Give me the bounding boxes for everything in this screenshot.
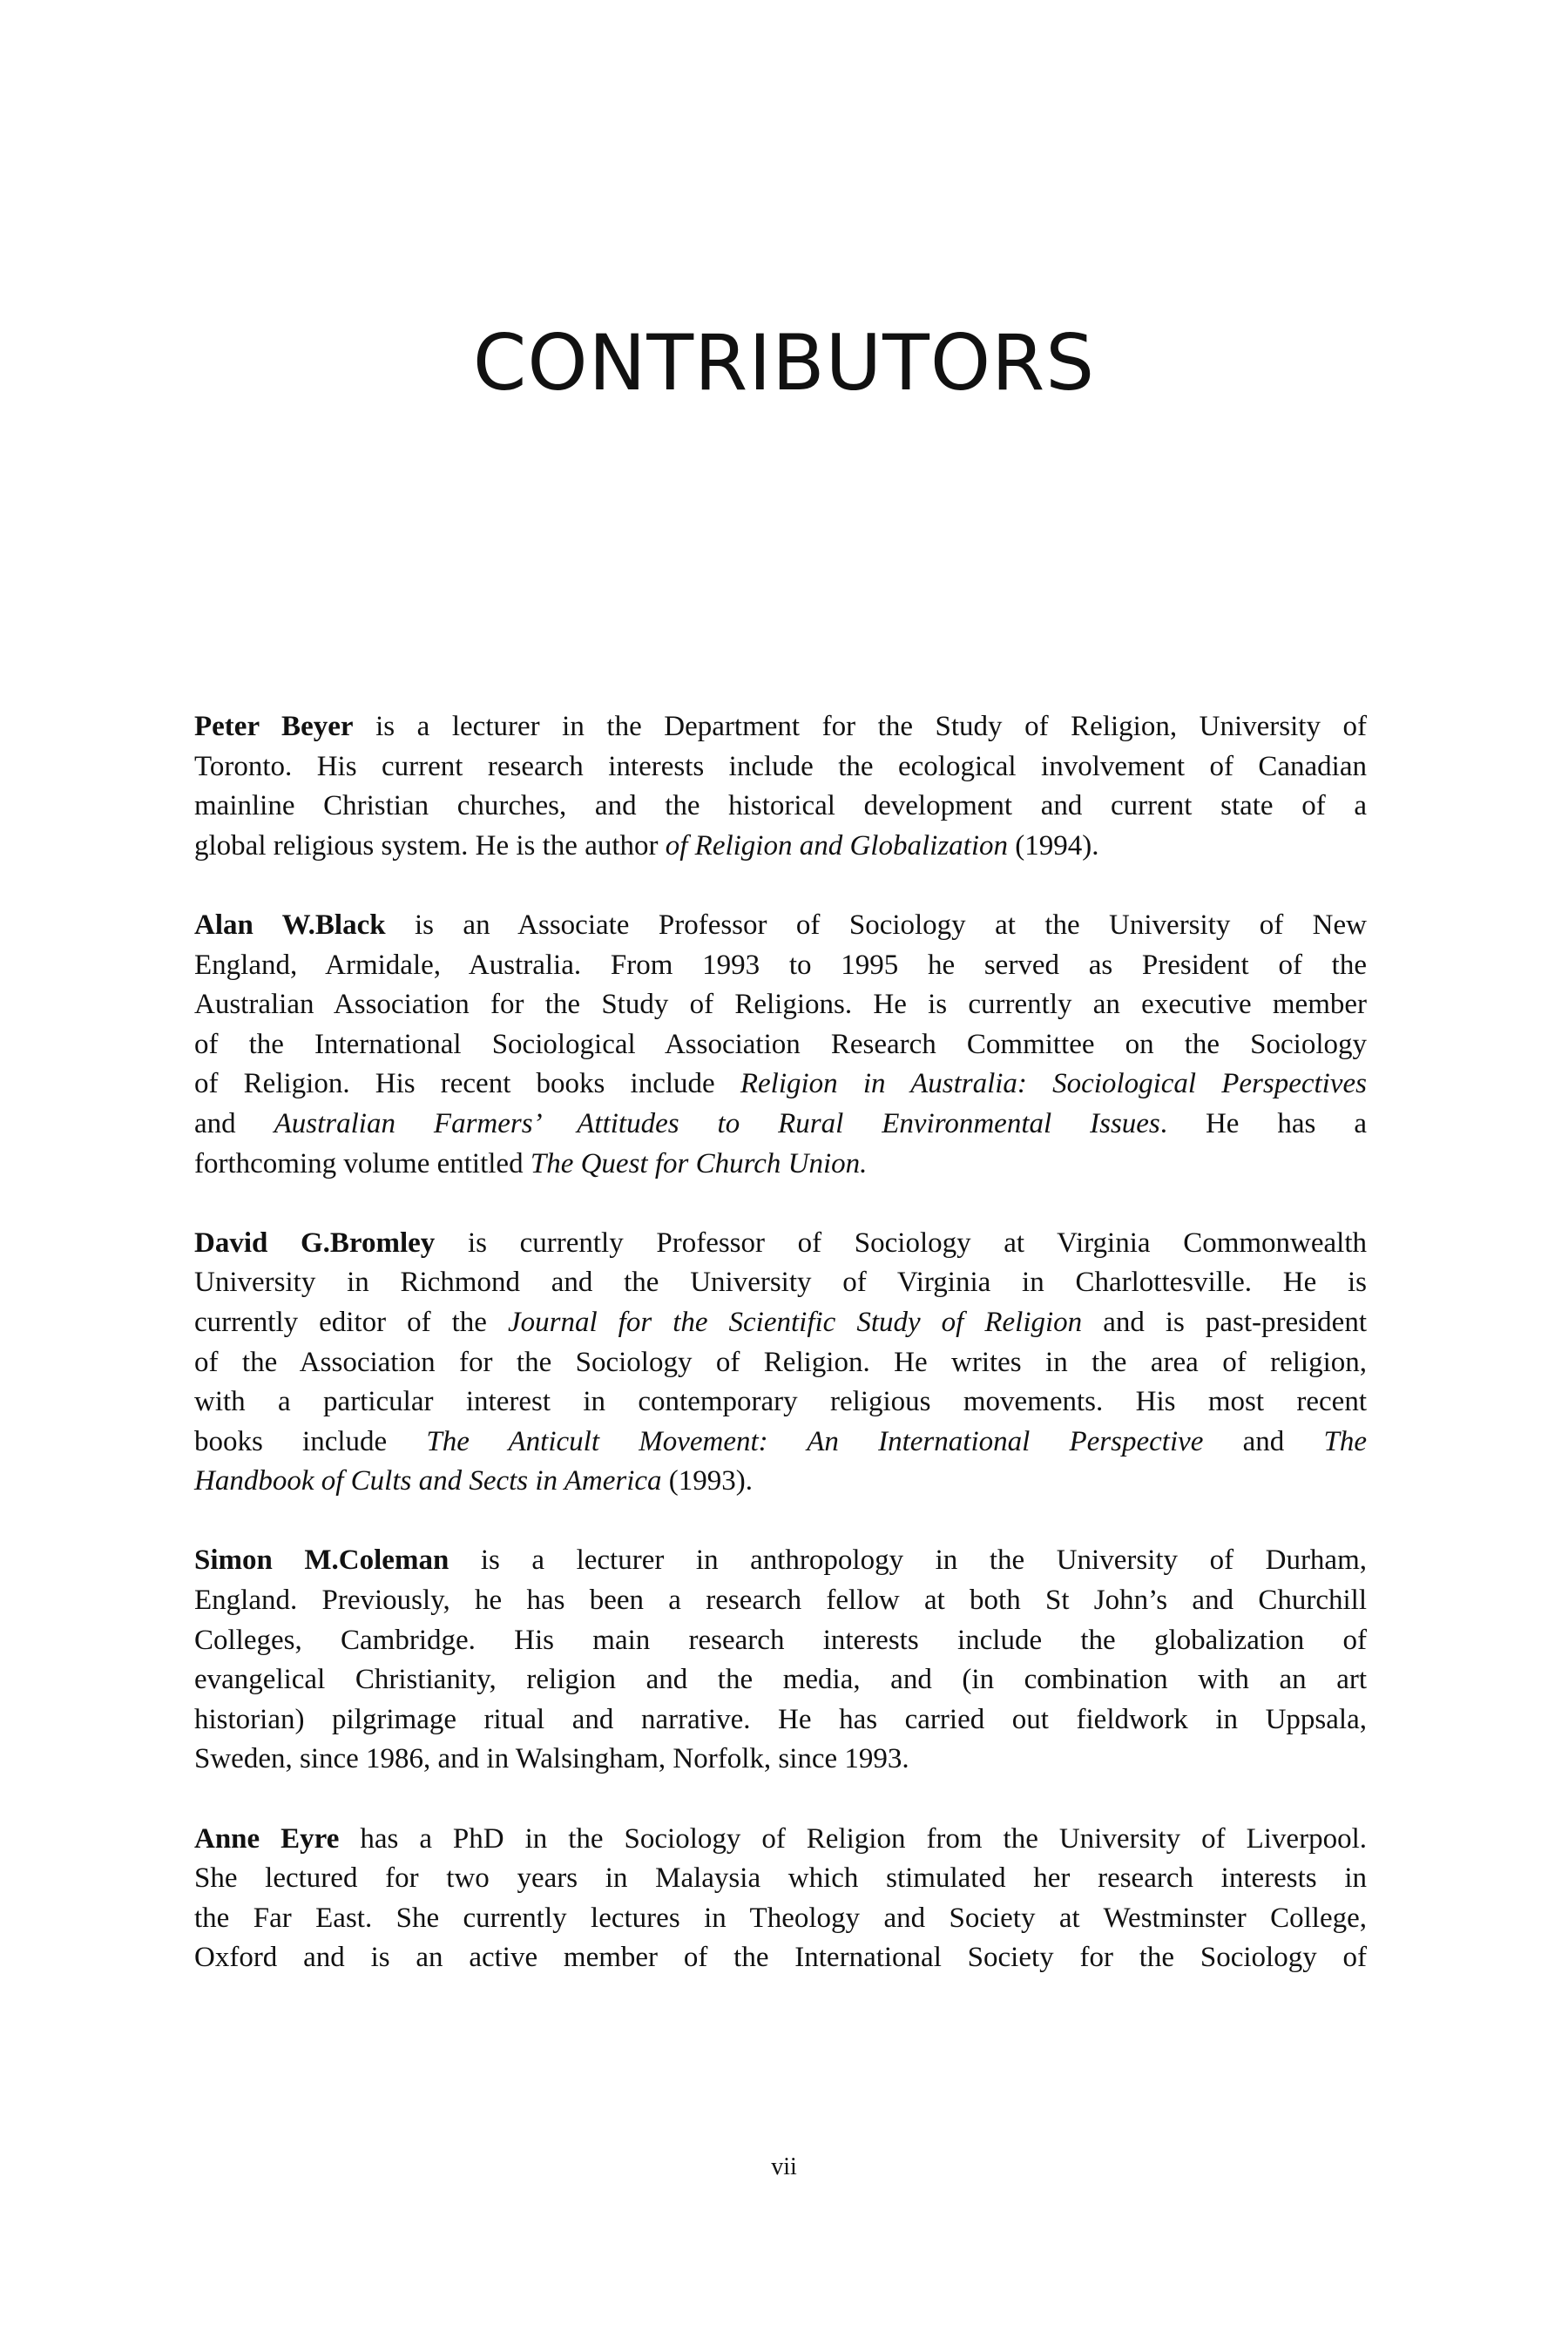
text-line (194, 1899, 1367, 1939)
contributor-entry (194, 1224, 1367, 1502)
text-line (194, 1303, 1367, 1343)
text-line (194, 1025, 1367, 1065)
text-segment: England, Armidale, Australia. From 1993 to 1995 he served as President of the (194, 949, 1367, 981)
contributor-name: Simon M.Coleman (194, 1544, 449, 1577)
book-title: The (1323, 1425, 1367, 1457)
text-line (194, 1740, 1367, 1780)
page-number: vii (771, 2153, 797, 2180)
text-segment: books include (194, 1425, 427, 1457)
text-segment: Colleges, Cambridge. His main research interests include the globalization of (194, 1624, 1367, 1656)
text-line (194, 1064, 1367, 1105)
text-line (194, 1423, 1367, 1463)
contributor-entry (194, 1820, 1367, 1978)
text-segment: forthcoming volume entitled (194, 1147, 531, 1179)
book-title: Handbook of Cults and Sects in America (194, 1465, 662, 1497)
text-line (194, 1541, 1367, 1581)
text-line (194, 1145, 1367, 1185)
text-line (194, 906, 1367, 946)
text-line (194, 1263, 1367, 1303)
text-segment: of the Association for the Sociology of Religion. He writes in the area of religion, (194, 1346, 1367, 1378)
text-segment: Australian Association for the Study of Religions. He is currently an executive member (194, 989, 1367, 1021)
book-title: of Religion and Globalization (665, 829, 1008, 862)
text-line (194, 1343, 1367, 1383)
text-segment: mainline Christian churches, and the historical development and current state of a (194, 790, 1367, 822)
text-line (194, 985, 1367, 1025)
text-line (194, 1700, 1367, 1740)
text-line (194, 1382, 1367, 1423)
text-segment: University in Richmond and the University of Virginia in Charlottesville. He is (194, 1267, 1367, 1299)
text-line (194, 1859, 1367, 1899)
text-segment: and (1203, 1425, 1324, 1457)
text-line (194, 747, 1367, 787)
contributor-entry (194, 906, 1367, 1184)
book-title: The Quest for Church Union. (530, 1147, 868, 1179)
book-title: Religion in Australia: Sociological Perspectives (740, 1068, 1367, 1100)
book-title: The Anticult Movement: An International Perspective (426, 1425, 1204, 1457)
text-segment: is a lecturer in anthropology in the University of Durham, (449, 1544, 1367, 1577)
text-segment: (1994). (1008, 829, 1099, 862)
text-segment: (1993). (661, 1465, 753, 1497)
contributors-list (194, 707, 1367, 2018)
text-segment: and (194, 1107, 274, 1139)
contributor-entry (194, 707, 1367, 866)
text-segment: of Religion. His recent books include (194, 1068, 740, 1100)
text-segment: evangelical Christianity, religion and the media, and (in combination with an art (194, 1664, 1367, 1696)
text-segment: and is past-president (1082, 1306, 1368, 1338)
text-line (194, 787, 1367, 827)
text-line (194, 827, 1367, 867)
text-segment: Sweden, since 1986, and in Walsingham, Norfolk, since 1993. (194, 1743, 909, 1775)
contributor-name: Alan W.Black (194, 909, 386, 941)
text-segment: currently editor of the (194, 1306, 508, 1338)
page-title: CONTRIBUTORS (472, 318, 1096, 408)
text-line (194, 1462, 1367, 1502)
text-segment: is currently Professor of Sociology at Virginia Commonwealth (435, 1227, 1368, 1259)
contributor-name: Anne Eyre (194, 1822, 340, 1855)
contributor-name: David G.Bromley (194, 1227, 436, 1259)
text-segment: Toronto. His current research interests include the ecological involvement of Canadian (194, 750, 1367, 782)
text-line (194, 1660, 1367, 1700)
text-line (194, 1224, 1367, 1264)
text-segment: is an Associate Professor of Sociology at the University of New (385, 909, 1367, 941)
text-line (194, 1621, 1367, 1661)
text-segment: England. Previously, he has been a research fellow at both St John’s and Churchill (194, 1585, 1367, 1617)
text-segment: has a PhD in the Sociology of Religion from the University of Liverpool. (339, 1822, 1367, 1855)
text-line (194, 1820, 1367, 1860)
text-segment: of the International Sociological Association Research Committee on the Sociology (194, 1028, 1367, 1060)
text-segment: with a particular interest in contemporary religious movements. His most recent (194, 1386, 1367, 1418)
text-line (194, 1105, 1367, 1145)
text-segment: . He has a (1159, 1107, 1367, 1139)
text-segment: She lectured for two years in Malaysia which stimulated her research interests in (194, 1862, 1367, 1895)
text-segment: global religious system. He is the author (194, 829, 666, 862)
text-segment: historian) pilgrimage ritual and narrative. He has carried out fieldwork in Uppsala, (194, 1703, 1367, 1735)
contributor-name: Peter Beyer (194, 711, 354, 742)
contributor-entry (194, 1541, 1367, 1780)
book-title: Australian Farmers’ Attitudes to Rural Environmental Issues (274, 1107, 1160, 1139)
text-line (194, 1938, 1367, 1978)
book-title: Journal for the Scientific Study of Religion (507, 1306, 1083, 1338)
text-line (194, 946, 1367, 986)
text-segment: Oxford and is an active member of the International Society for the Sociology of (194, 1942, 1367, 1974)
text-line (194, 707, 1367, 747)
text-segment: is a lecturer in the Department for the Study of Religion, University of (353, 711, 1368, 742)
text-segment: the Far East. She currently lectures in Theology and Society at Westminster College, (194, 1902, 1367, 1934)
text-line (194, 1581, 1367, 1621)
